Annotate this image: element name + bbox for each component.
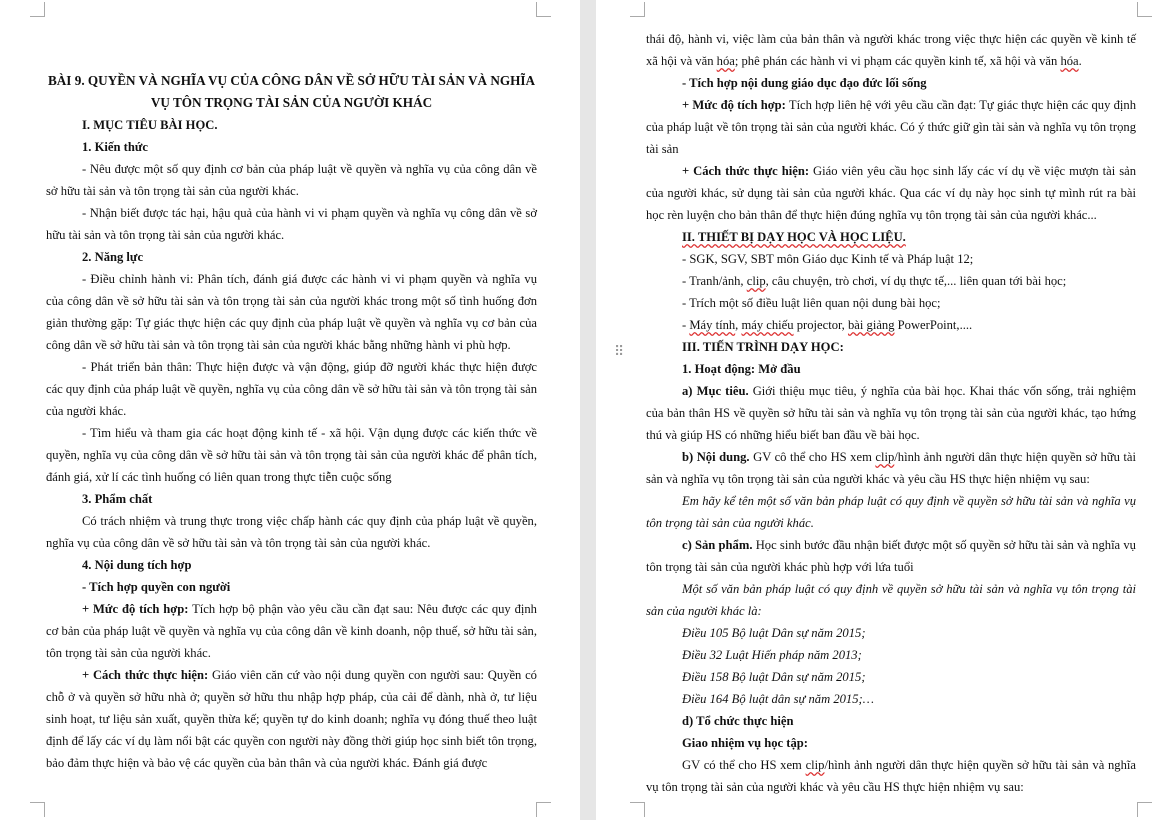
paragraph (646, 160, 1136, 226)
paragraph (46, 598, 537, 664)
paragraph (646, 28, 1136, 72)
paragraph (646, 446, 1136, 490)
paragraph (646, 380, 1136, 446)
text: ; phê phán các hành vi vi phạm các quyền kinh tế, xã hội và văn (734, 54, 1061, 68)
text: clip (746, 274, 766, 288)
heading-process: III. TIẾN TRÌNH DẠY HỌC: (682, 340, 844, 354)
paragraph (646, 754, 1136, 798)
page-gap (580, 0, 596, 820)
label: + Cách thức thực hiện: (682, 164, 810, 178)
paragraph: - Tìm hiểu và tham gia các hoạt động kinh tế - xã hội. Vận dụng được các kiến thức về quyền, nghĩa vụ của công dân về sở hữu tài sản và tôn trọng tài sản của người khác để phân tích, đánh giá, xử lí các tình huống có liên quan trong thực tiễn cuộc sống (46, 426, 537, 484)
paragraph (646, 94, 1136, 160)
paragraph (46, 664, 537, 774)
list-item: Điều 158 Bộ luật Dân sự năm 2015; (682, 670, 866, 684)
drag-handle-icon[interactable]: ⠿ (614, 344, 625, 360)
text: , câu chuyện, trò chơi, ví dụ thực tế,... liên quan tới bài học; (765, 274, 1067, 288)
heading-organize: d) Tổ chức thực hiện (682, 714, 794, 728)
heading-competence: 2. Năng lực (82, 250, 144, 264)
heading-ethics: - Tích hợp nội dung giáo dục đạo đức lối sống (682, 76, 927, 90)
label: c) Sản phẩm. (682, 538, 753, 552)
corner-mark (30, 802, 45, 817)
text: . (1078, 54, 1082, 68)
lesson-title: BÀI 9. QUYỀN VÀ NGHĨA VỤ CỦA CÔNG DÂN VỀ SỞ HỮU TÀI SẢN VÀ NGHĨA VỤ TÔN TRỌNG TÀI SẢN CỦA NGƯỜI KHÁC (47, 73, 536, 110)
list-item (646, 314, 1136, 336)
corner-mark (536, 802, 551, 817)
heading-activity: 1. Hoạt động: Mở đầu (682, 362, 801, 376)
text: Tích hợp liên hệ với yêu cầu cần đạt: Tự giác thực hiện các quy định của pháp luật về tôn trọng tài sản của người khác. Có ý thức giữ gìn tài sản và nghĩa vụ tôn trọng tài sản (646, 98, 1136, 156)
text: Giới thiệu mục tiêu, ý nghĩa của bài học. Khai thác vốn sống, trải nghiệm của bản thân HS về quyền sở hữu tài sản và nghĩa vụ tôn trọng tài sản của người khác, tạo hứng thú và giúp HS có những hiểu biết ban đầu về bài học. (646, 384, 1136, 442)
paragraph: Có trách nhiệm và trung thực trong việc chấp hành các quy định của pháp luật về quyền, nghĩa vụ của công dân về sở hữu tài sản và tôn trọng tài sản của người khác. (46, 514, 537, 550)
text: - Tranh/ảnh, (682, 274, 747, 288)
list-item: Điều 164 Bộ luật dân sự năm 2015;… (682, 692, 874, 706)
text: hóa (1060, 54, 1079, 68)
corner-mark (630, 2, 645, 17)
label: + Cách thức thực hiện: (82, 668, 209, 682)
text: - (682, 318, 690, 332)
text: thái độ, hành vi, việc làm của bản thân và người khác trong việc thực hiện các quyền về kinh tế xã hội và văn (646, 32, 1136, 68)
corner-mark (1137, 2, 1152, 17)
heading-knowledge: 1. Kiến thức (82, 140, 148, 154)
text: Tích hợp bộ phận vào yêu cầu cần đạt sau: Nêu được các quy định cơ bản của pháp luật về quyền và nghĩa vụ của công dân về kinh doanh, nộp thuế, sở hữu tài sản, tôn trọng tài sản của người khác. (46, 602, 537, 660)
list-item: - SGK, SGV, SBT môn Giáo dục Kinh tế và Pháp luật 12; (682, 252, 974, 266)
page-right (596, 0, 1171, 820)
heading-integration: 4. Nội dung tích hợp (82, 558, 192, 572)
text: clip (875, 450, 895, 464)
heading-human-rights: - Tích hợp quyền con người (82, 580, 231, 594)
corner-mark (30, 2, 45, 17)
paragraph: - Điều chỉnh hành vi: Phân tích, đánh giá được các hành vi vi phạm quyền và nghĩa vụ của công dân về sở hữu tài sản và tôn trọng tài sản của người khác trong một số tình huống đơn giản thường gặp: Tự giác thực hiện các quy định của pháp luật về quyền và nghĩa vụ cơ bản của công dân về sở hữu tài sản và tôn trọng tài sản của người khác bằng những hành vi phù hợp. (46, 272, 537, 352)
text: clip (805, 758, 825, 772)
text: GV có thể cho HS xem (682, 758, 806, 772)
paragraph: Một số văn bản pháp luật có quy định về quyền sở hữu tài sản và nghĩa vụ tôn trọng tài sản của người khác là: (646, 582, 1136, 618)
paragraph: - Nhận biết được tác hại, hậu quả của hành vi vi phạm quyền và nghĩa vụ công dân về sở hữu tài sản và tôn trọng tài sản của người khác. (46, 206, 537, 242)
text: projector, (793, 318, 848, 332)
text: Giáo viên căn cứ vào nội dung quyền con người sau: Quyền có chỗ ở và quyền sở hữu nhà ở; quyền sở hữu thu nhập hợp pháp, của cải để dành, nhà ở, tư liệu sinh hoạt, tư liệu sản xuất, quyền thừa kế; quyền tự do kinh doanh; nghĩa vụ đóng thuế theo luật định để lấy các ví dụ làm nổi bật các quyền con người này đồng thời giúp học sinh biết tôn trọng, bảo đảm thực hiện và bảo vệ các quyền của bản thân và của người khác. Đánh giá được (46, 668, 537, 770)
corner-mark (536, 2, 551, 17)
page-left-content[interactable] (46, 70, 537, 774)
list-item: Điều 105 Bộ luật Dân sự năm 2015; (682, 626, 866, 640)
page-right-content[interactable] (646, 28, 1136, 798)
heading-equipment (646, 226, 1136, 248)
text: máy chiếu (741, 318, 794, 332)
paragraph: Em hãy kể tên một số văn bản pháp luật có quy định về quyền sở hữu tài sản và nghĩa vụ tôn trọng tài sản của người khác. (646, 494, 1136, 530)
text: II. THIẾT BỊ DẠY HỌC VÀ HỌC LIỆU. (682, 230, 906, 244)
text: hóa (716, 54, 735, 68)
text: , (735, 318, 742, 332)
page-left (0, 0, 580, 820)
label: b) Nội dung. (682, 450, 750, 464)
text: /hình ảnh người dân thực hiện quyền sở hữu tài sản và nghĩa vụ tôn trọng tài sản của người khác và yêu cầu HS thực hiện nhiệm vụ sau: (646, 758, 1136, 794)
heading-objectives: I. MỤC TIÊU BÀI HỌC. (82, 118, 218, 132)
corner-mark (1137, 802, 1152, 817)
text: Giáo viên yêu cầu học sinh lấy các ví dụ về việc mượn tài sản của người khác, sử dụng tài sản của người khác. Qua các ví dụ này học sinh tự mình rút ra bài học rèn luyện cho bản thân để thực hiện đúng nghĩa vụ tôn trọng tài sản của người khác... (646, 164, 1136, 222)
text: Học sinh bước đầu nhận biết được một số quyền sở hữu tài sản và nghĩa vụ tôn trọng tài sản của người khác phù hợp với lứa tuổi (646, 538, 1136, 574)
heading-assign: Giao nhiệm vụ học tập: (682, 736, 808, 750)
text: PowerPoint,.... (894, 318, 973, 332)
paragraph: - Phát triển bản thân: Thực hiện được và vận động, giúp đỡ người khác thực hiện được các quy định của pháp luật về quyền, nghĩa vụ của công dân về sở hữu tài sản và tôn trọng tài sản của người khác. (46, 360, 537, 418)
text: bài giảng (847, 318, 895, 332)
text: /hình ảnh người dân thực hiện quyền sở hữu tài sản và nghĩa vụ tôn trọng tài sản của người khác và yêu cầu HS thực hiện nhiệm vụ sau: (646, 450, 1136, 486)
label: + Mức độ tích hợp: (82, 602, 189, 616)
paragraph (646, 534, 1136, 578)
paragraph: - Nêu được một số quy định cơ bản của pháp luật về quyền và nghĩa vụ của công dân về sở hữu tài sản và tôn trọng tài sản của người khác. (46, 162, 537, 198)
heading-qualities: 3. Phẩm chất (82, 492, 153, 506)
list-item: - Trích một số điều luật liên quan nội dung bài học; (682, 296, 941, 310)
text: GV cô thể cho HS xem (749, 450, 876, 464)
text: Máy tính (689, 318, 736, 332)
list-item: Điều 32 Luật Hiến pháp năm 2013; (682, 648, 862, 662)
list-item (646, 270, 1136, 292)
label: a) Mục tiêu. (682, 384, 749, 398)
label: + Mức độ tích hợp: (682, 98, 786, 112)
corner-mark (630, 802, 645, 817)
